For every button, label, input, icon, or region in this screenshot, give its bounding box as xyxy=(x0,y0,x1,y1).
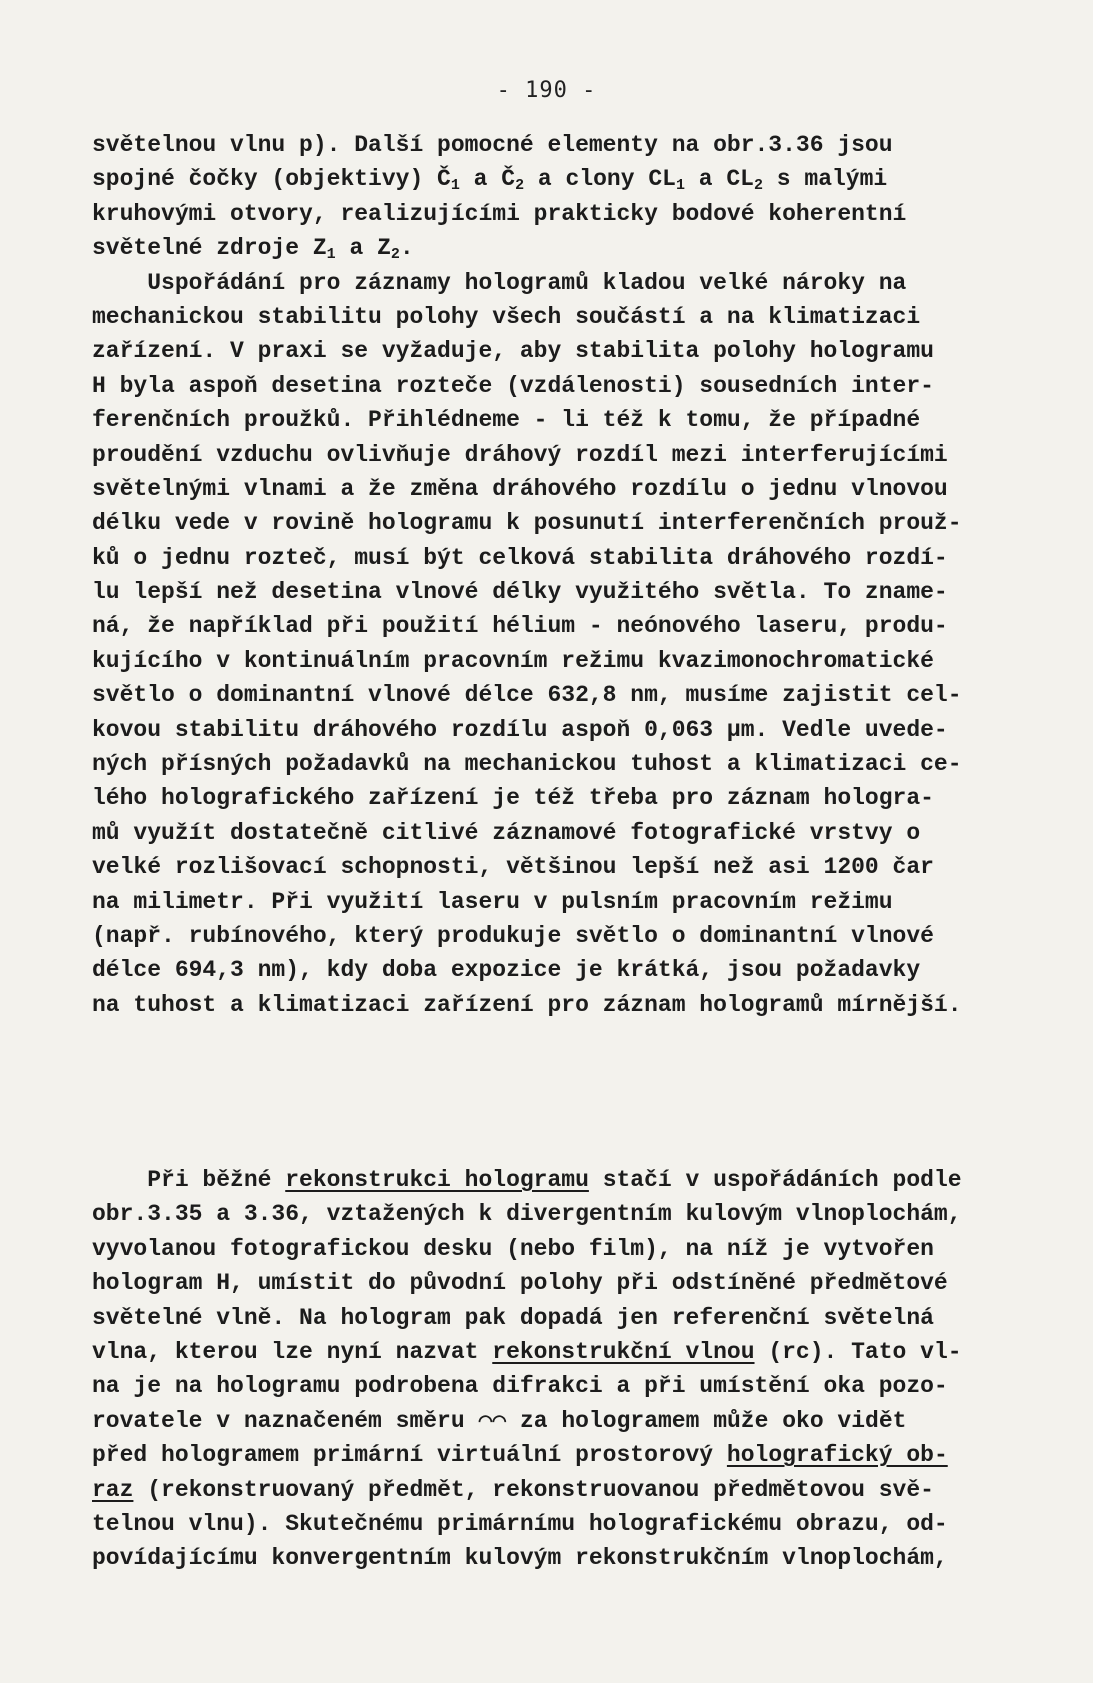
text-line: ků o jednu rozteč, musí být celková stabilita dráhového rozdí- xyxy=(92,544,948,571)
text-line: hologram H, umístit do původní polohy při odstíněné předmětové xyxy=(92,1270,948,1297)
underlined-term: rekonstrukční vlnou xyxy=(492,1338,755,1365)
text-line: světlo o dominantní vlnové délce 632,8 nm, musíme zajistit cel- xyxy=(92,682,962,709)
text-line: světelnými vlnami a že změna dráhového rozdílu o jednu vlnovou xyxy=(92,475,948,502)
paragraph-stability-requirements xyxy=(92,128,1052,1022)
text-line: spojné čočky (objektivy) $Č_1$ a $Č_2$ a clony $CL_1$ a $CL_2$ s malými xyxy=(92,166,888,195)
subscript: 1 xyxy=(326,246,336,264)
text-line: na je na hologramu podrobena difrakci a při umístění oka pozo- xyxy=(92,1373,948,1400)
text-line: vlna, kterou lze nyní nazvat rekonstrukční vlnou (rc). Tato vl- xyxy=(92,1338,962,1365)
eye-direction-icon: ⌒⌒ xyxy=(478,1407,507,1434)
text-line: mechanickou stabilitu polohy všech součástí a na klimatizaci xyxy=(92,303,921,330)
text-line: lého holografického zařízení je též třeba pro záznam hologra- xyxy=(92,785,934,812)
text-line: lu lepší než desetina vlnové délky využitého světla. To zname- xyxy=(92,579,948,606)
text-line: povídajícímu konvergentním kulovým rekonstrukčním vlnoplochám, xyxy=(92,1545,948,1572)
text-line: délku vede v rovině hologramu k posunutí interferenčních prouž- xyxy=(92,510,962,537)
text-line: zařízení. V praxi se vyžaduje, aby stabilita polohy hologramu xyxy=(92,338,934,365)
text-line: H byla aspoň desetina rozteče (vzdálenosti) sousedních inter- xyxy=(92,372,934,399)
subscript: 2 xyxy=(753,177,763,195)
text-line: délce 694,3 nm), kdy doba expozice je krátká, jsou požadavky xyxy=(92,957,921,984)
underlined-term: raz xyxy=(92,1476,134,1503)
text-line: kujícího v kontinuálním pracovním režimu kvazimonochromatické xyxy=(92,647,934,674)
text-line: na tuhost a klimatizaci zařízení pro záznam hologramů mírnější. xyxy=(92,991,962,1018)
underlined-term: rekonstrukci hologramu xyxy=(285,1167,589,1193)
text-line: na milimetr. Při využití laseru v pulsním pracovním režimu xyxy=(92,888,893,915)
text-line: světelné vlně. Na hologram pak dopadá jen referenční světelná xyxy=(92,1304,934,1331)
subscript: 1 xyxy=(675,177,685,195)
subscript: 2 xyxy=(390,246,400,264)
text-line: velké rozlišovací schopnosti, většinou lepší než asi 1200 čar xyxy=(92,854,934,881)
text-line: (např. rubínového, který produkuje světlo o dominantní vlnové xyxy=(92,922,934,949)
text-line: kovou stabilitu dráhového rozdílu aspoň 0,063 μm. Vedle uvede- xyxy=(92,716,948,743)
text-line: ná, že například při použití hélium - neónového laseru, produ- xyxy=(92,613,948,640)
text-line: vyvolanou fotografickou desku (nebo film), na níž je vytvořen xyxy=(92,1235,934,1262)
text-line: Uspořádání pro záznamy hologramů kladou velké nároky na xyxy=(92,269,907,296)
text-line: raz (rekonstruovaný předmět, rekonstruovanou předmětovou svě- xyxy=(92,1476,934,1503)
text-line: ferenčních proužků. Přihlédneme - li též k tomu, že případné xyxy=(92,407,921,434)
text-line: telnou vlnu). Skutečnému primárnímu holografickému obrazu, od- xyxy=(92,1510,948,1537)
text-line: Při běžné rekonstrukci hologramu stačí v uspořádáních podle xyxy=(92,1167,962,1193)
subscript: 2 xyxy=(515,177,525,195)
text-line: světelnou vlnu p). Další pomocné elementy na obr.3.36 jsou xyxy=(92,132,893,158)
underlined-term: holografický ob- xyxy=(726,1442,948,1469)
text-line: světelné zdroje $Z_1$ a $Z_2$. xyxy=(92,235,414,264)
text-line: před hologramem primární virtuální prostorový holografický ob- xyxy=(92,1442,948,1469)
text-line: rovatele v naznačeném směru ⌒⌒ za hologramem může oko vidět xyxy=(92,1407,907,1434)
paragraph-hologram-reconstruction xyxy=(92,1163,1052,1576)
text-line: mů využít dostatečně citlivé záznamové fotografické vrstvy o xyxy=(92,819,921,846)
page-number: - 190 - xyxy=(496,78,597,103)
subscript: 1 xyxy=(450,177,460,195)
text-line: obr.3.35 a 3.36, vztažených k divergentním kulovým vlnoplochám, xyxy=(92,1201,962,1228)
text-line: proudění vzduchu ovlivňuje dráhový rozdíl mezi interferujícími xyxy=(92,441,948,468)
text-line: ných přísných požadavků na mechanickou tuhost a klimatizaci ce- xyxy=(92,751,962,778)
text-line: kruhovými otvory, realizujícími prakticky bodové koherentní xyxy=(92,200,907,227)
